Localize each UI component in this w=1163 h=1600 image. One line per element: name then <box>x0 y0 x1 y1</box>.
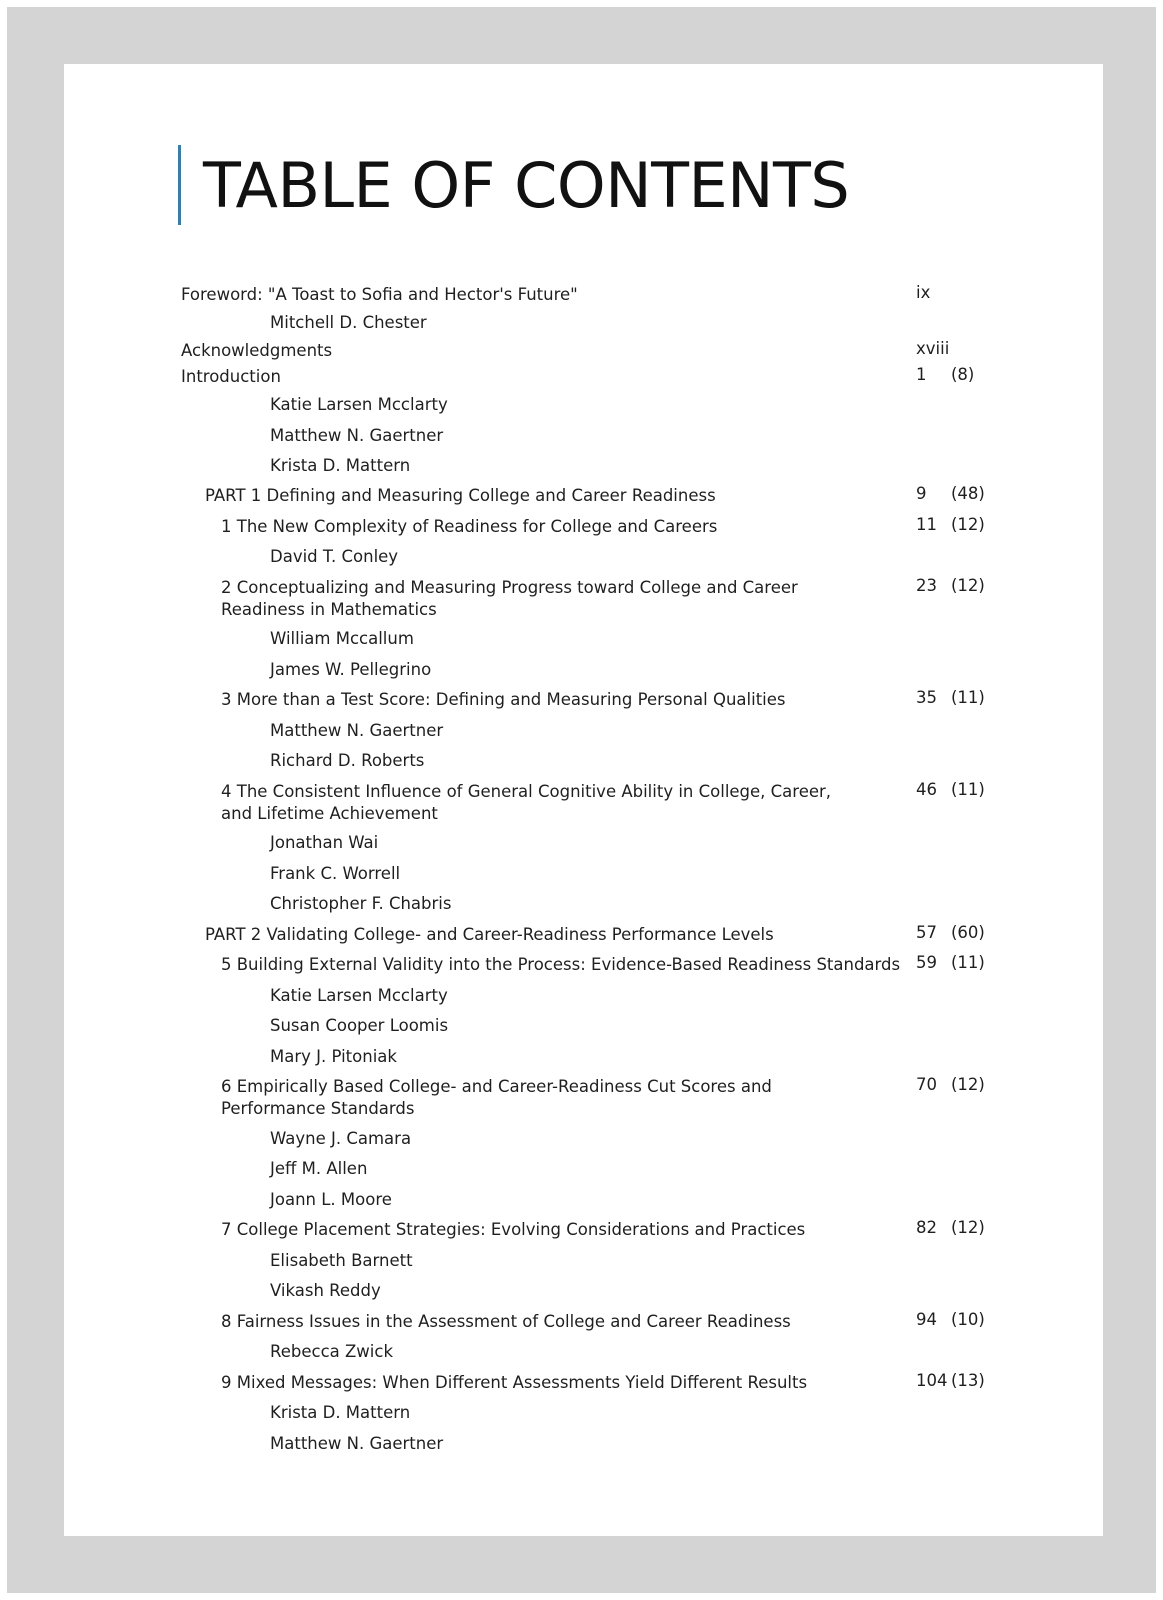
toc-chapter-title: 1 The New Complexity of Readiness for College and Careers <box>221 517 718 536</box>
toc-author-name: Frank C. Worrell <box>270 864 401 883</box>
toc-author-name: Wayne J. Camara <box>270 1129 412 1148</box>
toc-entry-page-count: (12) <box>951 1075 985 1094</box>
toc-chapter-title: 4 The Consistent Influence of General Cognitive Ability in College, Career, and Lifetime Achievement <box>221 782 832 823</box>
toc-chapter-title: 5 Building External Validity into the Process: Evidence-Based Readiness Standards <box>221 955 901 974</box>
page-title: TABLE OF CONTENTS <box>203 149 850 222</box>
table-of-contents <box>64 64 1103 1468</box>
toc-entry-page-count: (11) <box>951 688 985 707</box>
toc-author-name: Krista D. Mattern <box>270 1403 411 1422</box>
toc-entry-page-count: (60) <box>951 923 985 942</box>
toc-entry-page: 35 <box>916 688 937 707</box>
toc-author-name: Matthew N. Gaertner <box>270 721 444 740</box>
toc-entry-page-count: (12) <box>951 576 985 595</box>
toc-entry-page: 82 <box>916 1218 937 1237</box>
toc-author-name: James W. Pellegrino <box>270 660 432 679</box>
toc-entry-page: 11 <box>916 515 937 534</box>
toc-entry-page-count: (12) <box>951 1218 985 1237</box>
toc-author-name: Katie Larsen Mcclarty <box>270 395 448 414</box>
toc-chapter-title: 6 Empirically Based College- and Career-Readiness Cut Scores and Performance Standards <box>221 1077 772 1118</box>
toc-author-name: Mitchell D. Chester <box>270 313 427 332</box>
toc-entry-page-count: (48) <box>951 484 985 503</box>
toc-entry-page-count: (12) <box>951 515 985 534</box>
toc-entry-page-count: (11) <box>951 953 985 972</box>
toc-entry-page: 9 <box>916 484 927 503</box>
toc-entry-page: ix <box>916 283 931 302</box>
toc-entry-page: 57 <box>916 923 937 942</box>
toc-author-name: Jonathan Wai <box>270 833 379 852</box>
toc-entry-page: 1 <box>916 365 927 384</box>
toc-author-name: David T. Conley <box>270 547 399 566</box>
toc-entry-page: 70 <box>916 1075 937 1094</box>
toc-author-name: Mary J. Pitoniak <box>270 1047 397 1066</box>
toc-entry-title: Introduction <box>181 367 281 386</box>
toc-part-title: PART 1 Defining and Measuring College and Career Readiness <box>205 486 716 505</box>
toc-entry-title: Acknowledgments <box>181 341 333 360</box>
toc-author-name: Matthew N. Gaertner <box>270 1434 444 1453</box>
toc-author-name: William Mccallum <box>270 629 414 648</box>
toc-entry-page-count: (11) <box>951 780 985 799</box>
toc-author-name: Krista D. Mattern <box>270 456 411 475</box>
toc-author-name: Richard D. Roberts <box>270 751 425 770</box>
toc-entry-page-count: (13) <box>951 1371 985 1390</box>
toc-author-name: Jeff M. Allen <box>270 1159 368 1178</box>
toc-entry-page: 104 <box>916 1371 948 1390</box>
toc-author-name: Christopher F. Chabris <box>270 894 452 913</box>
document-page <box>64 64 1103 1536</box>
toc-author-name: Vikash Reddy <box>270 1281 381 1300</box>
toc-chapter-title: 2 Conceptualizing and Measuring Progress toward College and Career Readiness in Mathematics <box>221 578 798 619</box>
toc-entry-page-count: (10) <box>951 1310 985 1329</box>
toc-entry-page: 94 <box>916 1310 937 1329</box>
toc-author-name: Katie Larsen Mcclarty <box>270 986 448 1005</box>
toc-author-name: Susan Cooper Loomis <box>270 1016 449 1035</box>
toc-chapter-title: 3 More than a Test Score: Defining and Measuring Personal Qualities <box>221 690 786 709</box>
toc-author-name: Joann L. Moore <box>270 1190 392 1209</box>
toc-entry-page: 46 <box>916 780 937 799</box>
toc-chapter-title: 9 Mixed Messages: When Different Assessments Yield Different Results <box>221 1373 808 1392</box>
toc-entry-page-count: (8) <box>951 365 975 384</box>
toc-author-name: Elisabeth Barnett <box>270 1251 413 1270</box>
toc-chapter-title: 7 College Placement Strategies: Evolving Considerations and Practices <box>221 1220 806 1239</box>
toc-author-name: Matthew N. Gaertner <box>270 426 444 445</box>
toc-chapter-title: 8 Fairness Issues in the Assessment of College and Career Readiness <box>221 1312 791 1331</box>
toc-entry-page: 59 <box>916 953 937 972</box>
toc-entry-title: Foreword: "A Toast to Sofia and Hector's Future" <box>181 285 578 304</box>
toc-part-title: PART 2 Validating College- and Career-Readiness Performance Levels <box>205 925 774 944</box>
toc-entry-page: xviii <box>916 339 950 358</box>
toc-author-name: Rebecca Zwick <box>270 1342 394 1361</box>
toc-entry-page: 23 <box>916 576 937 595</box>
